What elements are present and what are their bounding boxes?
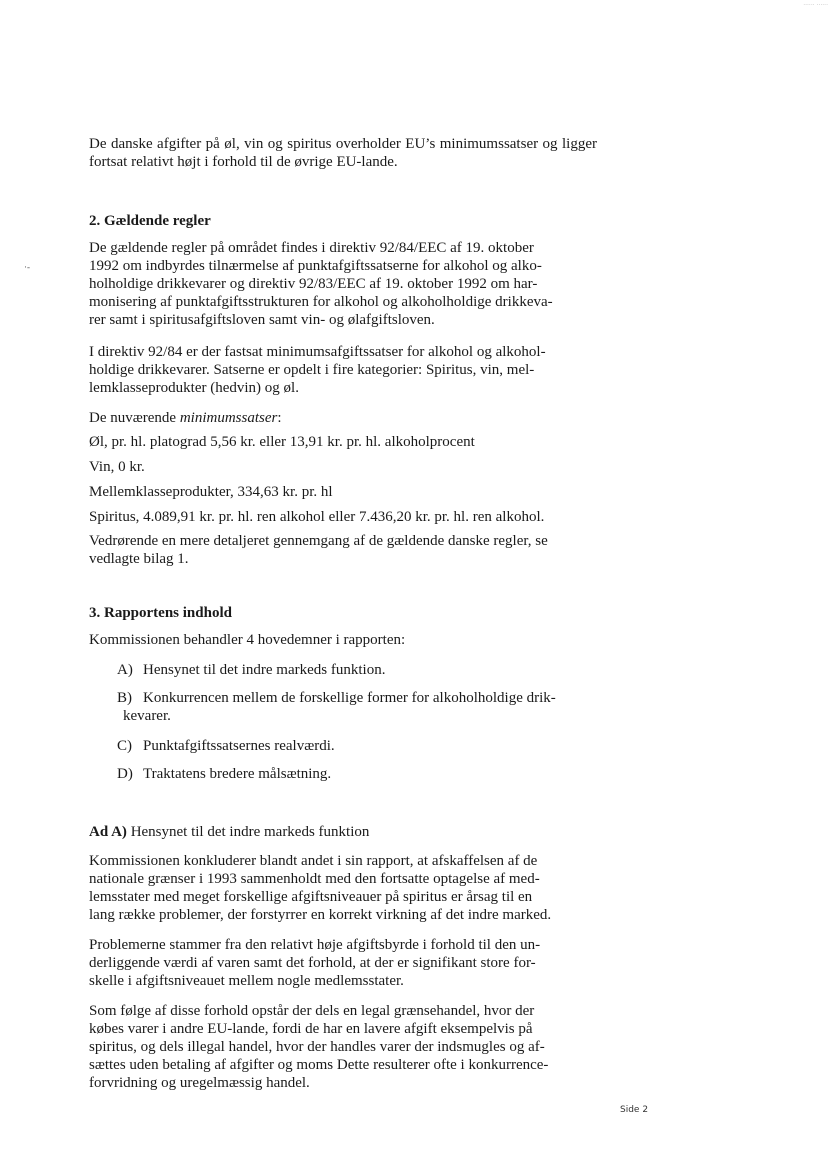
text-line: holholdige drikkevarer og direktiv 92/83/EEC af 19. oktober 1992 om har- (89, 276, 538, 292)
intro-paragraph: De danske afgifter på øl, vin og spiritus overholder EU’s minimumssatser og ligger fortsat relativt højt i forhold til de øvrige EU-lande. (89, 136, 597, 170)
list-marker: C) (117, 738, 132, 754)
text-line: spiritus, og dels illegal handel, hvor der handles varer der indsmugles og af- (89, 1039, 545, 1055)
list-item-text: Traktatens bredere målsætning. (143, 766, 332, 782)
list-item-d (117, 765, 597, 783)
list-item-a (117, 661, 597, 679)
list-item-text: Konkurrencen mellem de forskellige former for alkoholholdige drik- (143, 690, 556, 706)
section-3-lead: Kommissionen behandler 4 hovedemner i rapporten: (89, 632, 406, 648)
text-line: forvridning og uregelmæssig handel. (89, 1075, 310, 1091)
text-line: Kommissionen konkluderer blandt andet i sin rapport, at afskaffelsen af de (89, 853, 538, 869)
text-line: lang række problemer, der forstyrrer en korrekt virkning af det indre marked. (89, 907, 552, 923)
page-number: Side 2 (620, 1105, 649, 1115)
rate-wine: Vin, 0 kr. (89, 459, 145, 475)
text-line: skelle i afgiftsniveauet mellem nogle medlemsstater. (89, 973, 404, 989)
corner-mark: ...... ...... (803, 0, 828, 7)
text-line: Som følge af disse forhold opstår der dels en legal grænsehandel, hvor der (89, 1003, 535, 1019)
text-line: lemsstater med meget forskellige afgiftsniveauer på spiritus er årsag til en (89, 889, 533, 905)
section-2-heading: 2. Gældende regler (89, 213, 211, 229)
rates-intro-text: De nuværende (89, 410, 180, 426)
text-line: sættes uden betaling af afgifter og moms Dette resulterer ofte i konkurrence- (89, 1057, 549, 1073)
rate-intermediate: Mellemklasseprodukter, 334,63 kr. pr. hl (89, 484, 333, 500)
text-line: monisering af punktafgiftsstrukturen for alkohol og alkoholholdige drikkeva- (89, 294, 553, 310)
list-item-text: Hensynet til det indre markeds funktion. (143, 662, 386, 678)
list-item-c (117, 737, 597, 755)
text-line: derliggende værdi af varen samt det forhold, at der er signifikant store for- (89, 955, 536, 971)
ad-a-title: Hensynet til det indre markeds funktion (126, 824, 370, 840)
rate-spirits: Spiritus, 4.089,91 kr. pr. hl. ren alkohol eller 7.436,20 kr. pr. hl. ren alkohol. (89, 509, 545, 525)
rates-intro-emphasis: minimumssatser (179, 410, 278, 426)
list-item-b (117, 689, 597, 707)
list-marker: B) (117, 690, 132, 706)
text-line: 1992 om indbyrdes tilnærmelse af punktafgiftssatserne for alkohol og alko- (89, 258, 542, 274)
rates-intro (89, 409, 597, 427)
text-line: Vedrørende en mere detaljeret gennemgang af de gældende danske regler, se (89, 533, 548, 549)
text-line: lemklasseprodukter (hedvin) og øl. (89, 380, 299, 396)
list-marker: D) (117, 766, 133, 782)
text-line: købes varer i andre EU-lande, fordi de har en lavere afgift eksempelvis på (89, 1021, 533, 1037)
margin-mark: ·- (24, 262, 30, 272)
text-line: vedlagte bilag 1. (89, 551, 189, 567)
rates-intro-colon: : (277, 410, 282, 426)
rate-beer: Øl, pr. hl. platograd 5,56 kr. eller 13,91 kr. pr. hl. alkoholprocent (89, 434, 475, 450)
list-item-text: Punktafgiftssatsernes realværdi. (143, 738, 335, 754)
list-item-text: kevarer. (123, 708, 171, 724)
text-line: nationale grænser i 1993 sammenholdt med den fortsatte optagelse af med- (89, 871, 540, 887)
ad-a-heading (89, 823, 597, 841)
ad-a-label: Ad A) (89, 824, 127, 840)
section-3-heading: 3. Rapportens indhold (89, 605, 232, 621)
text-line: De gældende regler på området findes i direktiv 92/84/EEC af 19. oktober (89, 240, 534, 256)
list-item-b-continued (123, 707, 603, 725)
list-marker: A) (117, 662, 133, 678)
text-line: I direktiv 92/84 er der fastsat minimumsafgiftssatser for alkohol og alkohol- (89, 344, 546, 360)
text-line: holdige drikkevarer. Satserne er opdelt i fire kategorier: Spiritus, vin, mel- (89, 362, 535, 378)
text-line: rer samt i spiritusafgiftsloven samt vin- og ølafgiftsloven. (89, 312, 435, 328)
text-line: Problemerne stammer fra den relativt høje afgiftsbyrde i forhold til den un- (89, 937, 541, 953)
